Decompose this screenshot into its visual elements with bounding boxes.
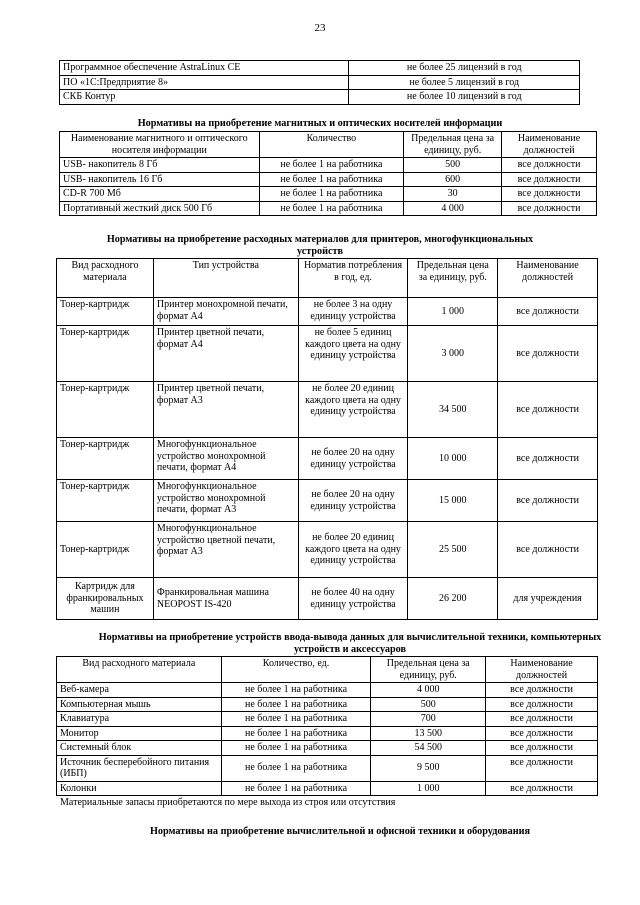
page-number: 23 (314, 22, 326, 34)
cell: Принтер цветной печати, формат А3 (153, 382, 298, 438)
table-row (60, 201, 597, 216)
cell: Клавиатура (57, 712, 222, 727)
cell: все должности (498, 382, 598, 438)
table-row (60, 61, 580, 76)
software-limit: не более 5 лицензий в год (349, 75, 580, 90)
table-row (57, 683, 598, 698)
cell: не более 20 единиц каждого цвета на одну единицу устройства (298, 382, 408, 438)
cell: все должности (498, 480, 598, 522)
cell: 10 000 (408, 438, 498, 480)
cell: не более 1 на работника (259, 187, 404, 202)
cell: Источник бесперебойного питания (ИБП) (57, 755, 222, 781)
cell: все должности (498, 298, 598, 326)
cell: USB- накопитель 8 Гб (60, 158, 260, 173)
cell: все должности (486, 726, 598, 741)
cell: не более 20 на одну единицу устройства (298, 438, 408, 480)
header-cell: Тип устройства (153, 259, 298, 298)
table-row (57, 726, 598, 741)
table-row (57, 781, 598, 796)
cell: не более 1 на работника (259, 172, 404, 187)
cell: Многофункциональное устройство монохромной печати, формат А3 (153, 480, 298, 522)
table-row (57, 741, 598, 756)
table-row (57, 480, 598, 522)
cell: все должности (502, 187, 597, 202)
cell: Монитор (57, 726, 222, 741)
cell: не более 20 на одну единицу устройства (298, 480, 408, 522)
consumables-table (56, 258, 598, 620)
software-name: СКБ Контур (60, 90, 349, 105)
cell: 1 000 (408, 298, 498, 326)
cell: Тонер-картридж (57, 326, 154, 382)
table-header-row (57, 657, 598, 683)
cell: 4 000 (404, 201, 502, 216)
cell: 54 500 (371, 741, 486, 756)
software-table (59, 60, 580, 105)
table-row (60, 158, 597, 173)
header-cell: Наименование должностей (486, 657, 598, 683)
cell: все должности (498, 522, 598, 578)
software-limit: не более 10 лицензий в год (349, 90, 580, 105)
cell: не более 1 на работника (221, 781, 371, 796)
software-limit: не более 25 лицензий в год (349, 61, 580, 76)
cell: Тонер-картридж (57, 298, 154, 326)
cell: Веб-камера (57, 683, 222, 698)
software-name: Программное обеспечение AstraLinux CE (60, 61, 349, 76)
cell: 15 000 (408, 480, 498, 522)
cell: Многофункциональное устройство монохромной печати, формат А4 (153, 438, 298, 480)
cell: все должности (502, 201, 597, 216)
io-title: Нормативы на приобретение устройств ввода-вывода данных для вычислительной техники, компьютерных устройств и аксессуаров (98, 632, 602, 655)
cell: все должности (502, 172, 597, 187)
cell: 26 200 (408, 578, 498, 620)
cell: не более 1 на работника (221, 755, 371, 781)
io-note: Материальные запасы приобретаются по мере выхода из строя или отсутствия (60, 797, 396, 808)
header-cell: Предельная цена за единицу, руб. (371, 657, 486, 683)
cell: Колонки (57, 781, 222, 796)
table-header-row (57, 259, 598, 298)
cell: CD-R 700 Мб (60, 187, 260, 202)
cell: USB- накопитель 16 Гб (60, 172, 260, 187)
cell: не более 1 на работника (221, 697, 371, 712)
cell: не более 1 на работника (221, 726, 371, 741)
cell: все должности (486, 712, 598, 727)
cell: не более 1 на работника (221, 683, 371, 698)
cell: Системный блок (57, 741, 222, 756)
cell: 34 500 (408, 382, 498, 438)
cell: 1 000 (371, 781, 486, 796)
table-row (60, 187, 597, 202)
cell: 30 (404, 187, 502, 202)
table-header-row (60, 132, 597, 158)
cell: не более 1 на работника (259, 158, 404, 173)
consumables-title: Нормативы на приобретение расходных материалов для принтеров, многофункциональных устройств (106, 234, 534, 257)
cell: Многофункциональное устройство цветной печати, формат А3 (153, 522, 298, 578)
header-cell: Количество (259, 132, 404, 158)
final-title: Нормативы на приобретение вычислительной и офисной техники и оборудования (149, 826, 531, 837)
media-table (59, 131, 597, 216)
cell: все должности (498, 438, 598, 480)
cell: 25 500 (408, 522, 498, 578)
table-row (57, 438, 598, 480)
io-table (56, 656, 598, 796)
table-row (57, 755, 598, 781)
cell: 4 000 (371, 683, 486, 698)
table-row (57, 712, 598, 727)
table-row (60, 172, 597, 187)
table-row (57, 522, 598, 578)
table-row (57, 298, 598, 326)
cell: все должности (486, 683, 598, 698)
cell: не более 3 на одну единицу устройства (298, 298, 408, 326)
header-cell: Предельная цена за единицу, руб. (408, 259, 498, 298)
cell: все должности (498, 326, 598, 382)
cell: Тонер-картридж (57, 480, 154, 522)
cell: не более 1 на работника (221, 712, 371, 727)
table-row (57, 382, 598, 438)
cell: Принтер монохромной печати, формат А4 (153, 298, 298, 326)
header-cell: Наименование магнитного и оптического носителя информации (60, 132, 260, 158)
table-row (60, 90, 580, 105)
header-cell: Предельная цена за единицу, руб. (404, 132, 502, 158)
cell: все должности (486, 781, 598, 796)
cell: 500 (404, 158, 502, 173)
cell: не более 1 на работника (221, 741, 371, 756)
cell: 9 500 (371, 755, 486, 781)
cell: 13 500 (371, 726, 486, 741)
cell: не более 1 на работника (259, 201, 404, 216)
table-row (57, 578, 598, 620)
table-row (60, 75, 580, 90)
cell: не более 20 единиц каждого цвета на одну единицу устройства (298, 522, 408, 578)
cell: Портативный жесткий диск 500 Гб (60, 201, 260, 216)
software-name: ПО «1С:Предприятие 8» (60, 75, 349, 90)
cell: все должности (486, 741, 598, 756)
header-cell: Вид расходного материала (57, 259, 154, 298)
table-row (57, 326, 598, 382)
cell: 600 (404, 172, 502, 187)
cell: Франкировальная машина NEOPOST IS-420 (153, 578, 298, 620)
header-cell: Норматив потребления в год, ед. (298, 259, 408, 298)
cell: Тонер-картридж (57, 382, 154, 438)
cell: Компьютерная мышь (57, 697, 222, 712)
header-cell: Количество, ед. (221, 657, 371, 683)
cell: Принтер цветной печати, формат А4 (153, 326, 298, 382)
cell: не более 40 на одну единицу устройства (298, 578, 408, 620)
cell: все должности (486, 755, 598, 781)
cell: 3 000 (408, 326, 498, 382)
cell: 700 (371, 712, 486, 727)
cell: все должности (502, 158, 597, 173)
cell: все должности (486, 697, 598, 712)
cell: для учреждения (498, 578, 598, 620)
cell: не более 5 единиц каждого цвета на одну единицу устройства (298, 326, 408, 382)
cell: Тонер-картридж (57, 438, 154, 480)
cell: Тонер-картридж (57, 522, 154, 578)
media-title: Нормативы на приобретение магнитных и оптических носителей информации (137, 118, 503, 129)
header-cell: Вид расходного материала (57, 657, 222, 683)
cell: Картридж для франкировальных машин (57, 578, 154, 620)
table-row (57, 697, 598, 712)
header-cell: Наименование должностей (502, 132, 597, 158)
header-cell: Наименование должностей (498, 259, 598, 298)
cell: 500 (371, 697, 486, 712)
